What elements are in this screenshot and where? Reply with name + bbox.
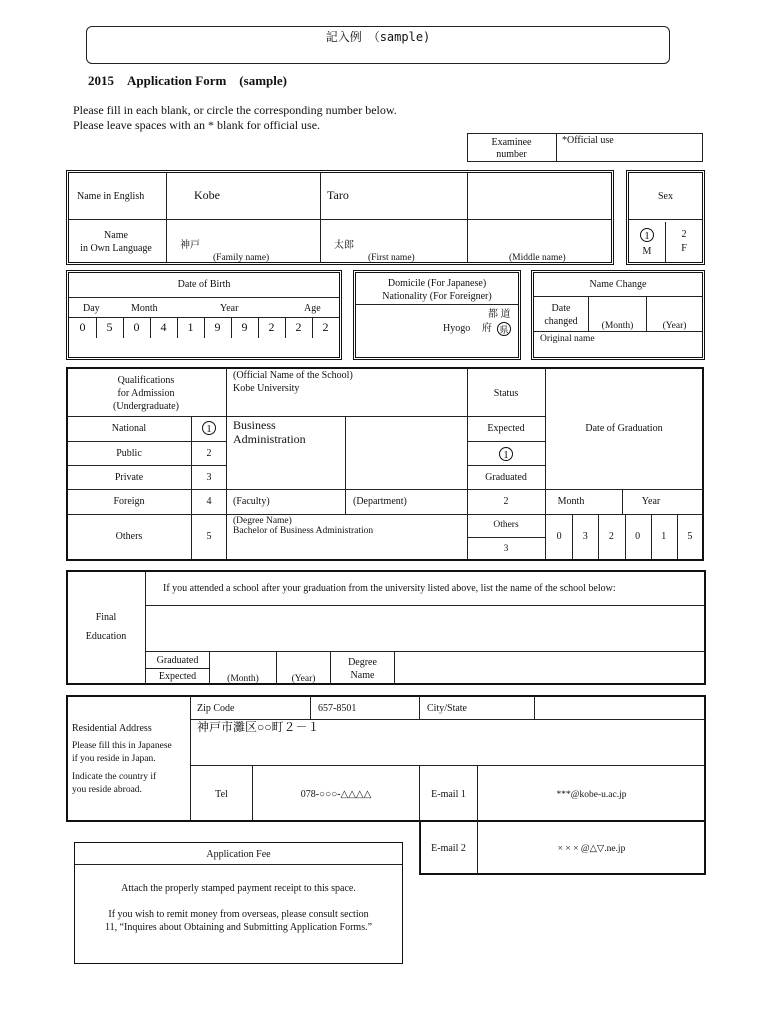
dob-digit-3[interactable]: 4 — [160, 320, 167, 334]
sex-option-1[interactable] — [629, 226, 665, 244]
school-name-caption[interactable]: (Official Name of the School) Kobe University — [233, 370, 353, 394]
qualification-option-0-label: National — [111, 423, 147, 434]
dob-digit-4[interactable]: 1 — [187, 320, 194, 334]
tel-value[interactable]: 078-○○○-△△△△ — [300, 789, 372, 800]
zip-code-label: Zip Code — [197, 703, 235, 714]
sex-option-1-num: 1 — [640, 228, 654, 242]
dob-digit-5[interactable]: 9 — [214, 320, 221, 334]
final-education-prompt: If you attended a school after your graduation from the university listed above, list the name of the school below: — [163, 583, 616, 594]
email1-label: E-mail 1 — [431, 789, 466, 800]
sex-option-2-num[interactable]: 2 — [681, 229, 687, 240]
city-state-label: City/State — [427, 703, 467, 714]
date-changed-label: Date changed — [544, 303, 578, 327]
qualification-option-1-label: Public — [116, 448, 142, 459]
address-note-japan: Please fill this in Japanese if you reside in Japan. — [72, 741, 172, 764]
name-change-year-caption: (Year) — [662, 321, 687, 331]
family-name-caption: (Family name) — [213, 253, 270, 263]
sex-label: Sex — [658, 191, 673, 202]
final-expected-label: Expected — [158, 671, 197, 682]
final-education-school-field[interactable] — [147, 607, 704, 650]
residential-address-label: Residential Address — [72, 723, 152, 734]
grad-digit-5[interactable]: 5 — [687, 531, 693, 542]
dob-year-label: Year — [220, 303, 239, 314]
dob-header: Date of Birth — [177, 279, 231, 290]
sex-option-2-label: F — [681, 243, 687, 254]
final-degree-label: Degree Name — [348, 657, 377, 681]
email1-value[interactable]: ***@kobe-u.ac.jp — [556, 790, 627, 800]
family-name-english[interactable]: Kobe — [194, 188, 220, 202]
email2-value[interactable]: × × × @△▽.ne.jp — [557, 844, 626, 854]
dob-month-label: Month — [131, 303, 158, 314]
grad-digit-1[interactable]: 3 — [582, 531, 588, 542]
first-name-caption: (First name) — [368, 253, 415, 263]
form-title: 2015 Application Form (sample) — [88, 73, 287, 88]
prefecture-ken[interactable]: 県 — [497, 320, 511, 338]
status-others: Others — [493, 520, 519, 530]
first-name-own[interactable]: 太郎 — [334, 240, 354, 251]
status-expected: Expected — [487, 423, 525, 434]
dob-digit-8[interactable]: 2 — [295, 320, 302, 334]
grad-year-label: Year — [641, 496, 661, 507]
tel-label: Tel — [215, 789, 228, 800]
official-use-label: *Official use — [562, 135, 614, 146]
zip-code-value[interactable]: 657-8501 — [318, 703, 357, 714]
dob-digit-2[interactable]: 0 — [133, 320, 140, 334]
grad-digit-2[interactable]: 2 — [608, 531, 614, 542]
email2-label: E-mail 2 — [431, 843, 466, 854]
final-month-caption: (Month) — [227, 674, 259, 684]
degree-name-value[interactable]: Bachelor of Business Administration — [233, 526, 374, 536]
application-fee-header: Application Fee — [206, 849, 271, 860]
sample-banner-text: 記入例 （sample) — [325, 30, 431, 44]
degree-name-caption: (Degree Name) — [233, 516, 292, 526]
name-own-language-label: Name in Own Language — [80, 230, 152, 254]
first-name-english[interactable]: Taro — [327, 188, 349, 202]
dob-age-label: Age — [304, 303, 321, 314]
final-graduated-label: Graduated — [156, 655, 199, 666]
status-graduated: Graduated — [485, 472, 527, 483]
family-name-own[interactable]: 神戸 — [180, 240, 200, 251]
status-graduated-num[interactable]: 2 — [503, 496, 509, 507]
dob-digit-1[interactable]: 5 — [106, 320, 113, 334]
qualification-option-3-label: Foreign — [113, 496, 145, 507]
qualification-option-0-num[interactable]: 1 — [192, 421, 226, 436]
grad-month-label: Month — [557, 496, 585, 507]
application-fee-line1: Attach the properly stamped payment receipt to this space. — [121, 883, 356, 894]
instruction-2: Please leave spaces with an * blank for official use. — [73, 118, 321, 132]
instruction-1: Please fill in each blank, or circle the corresponding number below. — [73, 103, 397, 117]
grad-digit-3[interactable]: 0 — [635, 531, 641, 542]
name-english-label: Name in English — [77, 191, 145, 202]
qualification-option-2-label: Private — [114, 472, 144, 483]
date-of-graduation-label: Date of Graduation — [585, 423, 663, 434]
dob-digit-0[interactable]: 0 — [79, 320, 86, 334]
application-fee-line2: If you wish to remit money from overseas, please consult section 11, “Inquires about Obtaining and Submitting Application Forms.” — [104, 909, 373, 933]
prefecture-value[interactable]: Hyogo — [443, 323, 471, 334]
prefecture-top: 都 道 — [488, 309, 511, 320]
prefecture-fu: 府 — [482, 323, 492, 334]
qualification-option-4-label: Others — [115, 531, 143, 542]
dob-day-label: Day — [83, 303, 100, 314]
dob-digit-7[interactable]: 2 — [268, 320, 275, 334]
grad-digit-4[interactable]: 1 — [661, 531, 667, 542]
qualification-option-4-num[interactable]: 5 — [206, 531, 212, 542]
final-education-label: Final Education — [85, 612, 127, 642]
middle-name-caption: (Middle name) — [509, 253, 566, 263]
domicile-header: Domicile (For Japanese) Nationality (For Foreigner) — [382, 278, 492, 302]
status-others-num[interactable]: 3 — [503, 544, 509, 554]
status-label: Status — [493, 388, 519, 399]
qualification-option-1-num[interactable]: 2 — [206, 448, 212, 459]
address-value[interactable]: 神戸市灘区○○町２－１ — [197, 720, 320, 734]
qualifications-label: Qualifications for Admission (Undergraduate) — [113, 375, 179, 412]
sex-option-1-label: M — [642, 246, 652, 257]
dob-digit-9[interactable]: 2 — [322, 320, 329, 334]
qualification-option-3-num[interactable]: 4 — [206, 496, 212, 507]
address-note-abroad: Indicate the country if you reside abroad. — [72, 772, 157, 795]
faculty-caption: (Faculty) — [233, 496, 270, 507]
department-caption: (Department) — [353, 496, 407, 507]
grad-digit-0[interactable]: 0 — [556, 531, 562, 542]
name-change-header: Name Change — [589, 279, 647, 290]
final-year-caption: (Year) — [291, 674, 316, 684]
name-change-month-caption: (Month) — [601, 321, 634, 331]
dob-digit-6[interactable]: 9 — [241, 320, 248, 334]
qualification-option-2-num[interactable]: 3 — [206, 472, 212, 483]
status-expected-num[interactable]: 1 — [467, 445, 545, 463]
faculty-value[interactable]: Business Administration — [233, 418, 306, 446]
examinee-number-label: Examinee number — [491, 137, 532, 160]
original-name-label: Original name — [540, 334, 595, 344]
